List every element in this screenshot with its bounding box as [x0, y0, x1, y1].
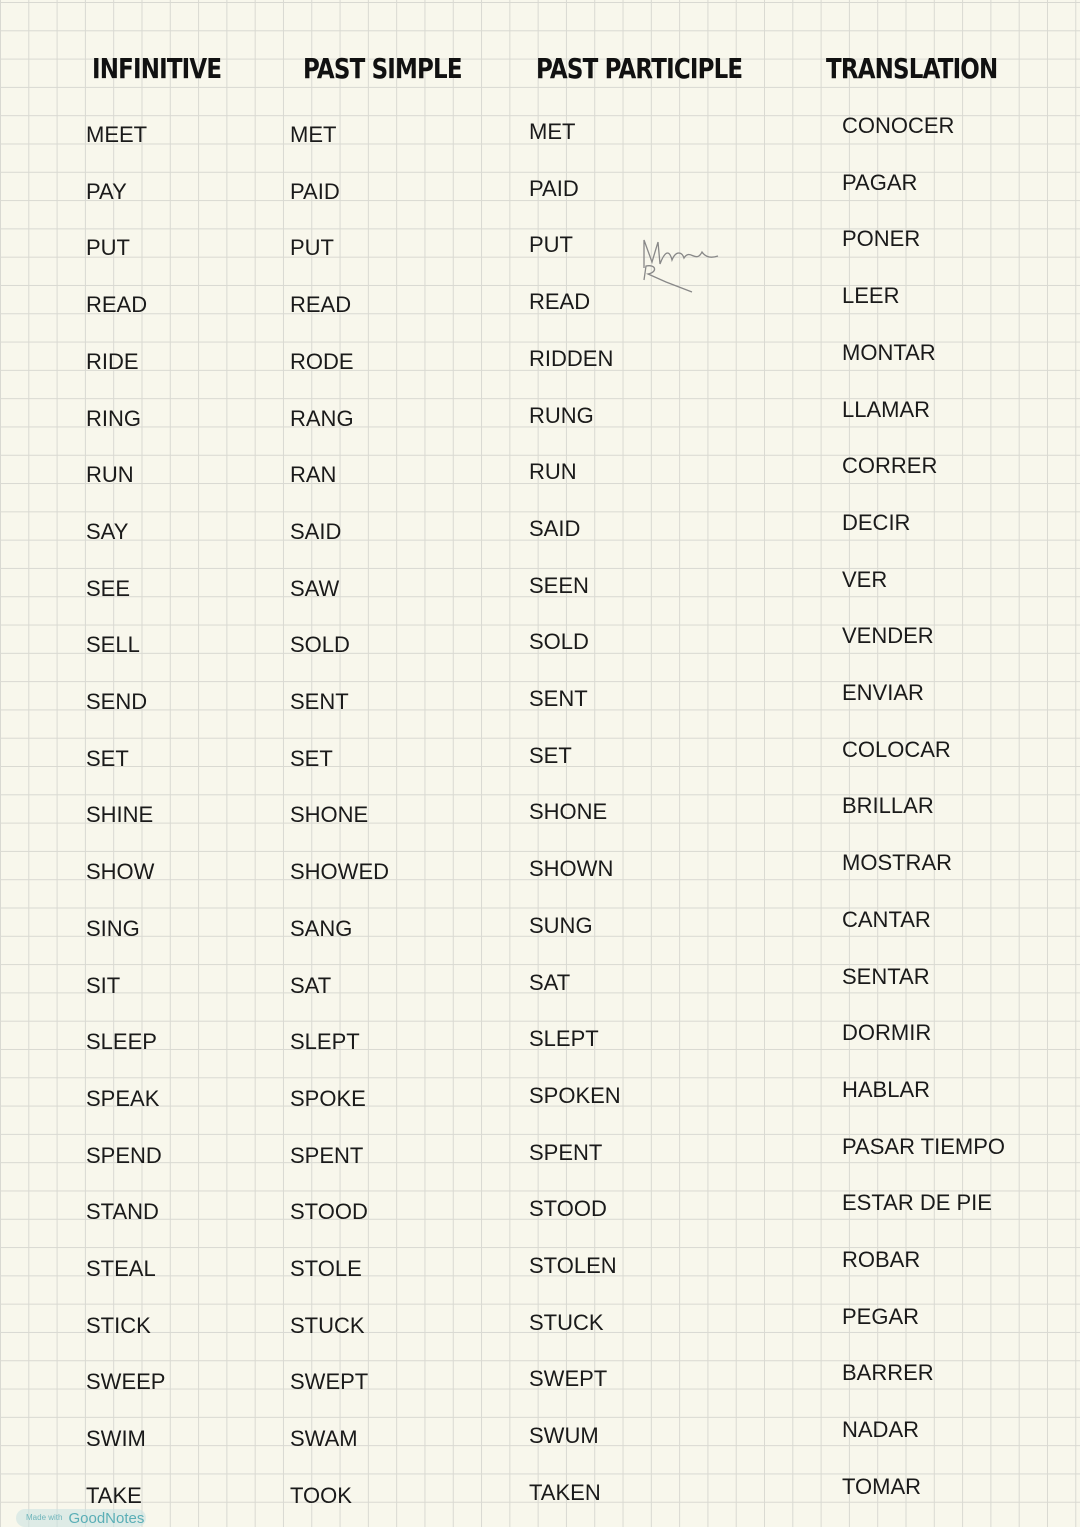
cell-infinitive: SET [86, 745, 129, 771]
cell-past-participle: SWEPT [529, 1366, 608, 1392]
table-row [0, 680, 1080, 715]
table-row [0, 226, 1080, 261]
cell-infinitive: SAY [86, 518, 129, 544]
table-row [0, 623, 1080, 658]
cell-infinitive: RING [86, 405, 141, 431]
cell-translation: SENTAR [842, 963, 930, 989]
table-row [0, 1417, 1080, 1452]
cell-infinitive: SWEEP [86, 1369, 166, 1395]
cell-past-simple: SWAM [290, 1426, 358, 1452]
cell-past-simple: SPOKE [290, 1085, 366, 1111]
cell-translation: TOMAR [842, 1473, 922, 1499]
cell-past-simple: READ [290, 292, 352, 318]
cell-infinitive: SING [86, 915, 140, 941]
cell-translation: ESTAR DE PIE [842, 1190, 992, 1216]
watermark-small-text: Made with [26, 1513, 63, 1522]
cell-translation: ENVIAR [842, 680, 924, 705]
cell-infinitive: SWIM [86, 1426, 146, 1452]
cell-past-participle: RUN [529, 459, 577, 485]
cell-translation: PAGAR [842, 169, 918, 195]
cell-infinitive: READ [86, 292, 148, 318]
table-row [0, 963, 1080, 999]
header-infinitive: INFINITIVE [92, 52, 222, 85]
header-past-simple: PAST SIMPLE [303, 52, 462, 85]
cell-infinitive: STAND [86, 1199, 159, 1225]
cell-past-simple: PUT [290, 235, 334, 261]
cell-translation: CORRER [842, 453, 938, 479]
cell-translation: MOSTRAR [842, 850, 952, 876]
cell-translation: HABLAR [842, 1076, 931, 1102]
cell-translation: CANTAR [842, 906, 931, 932]
cell-past-simple: SOLD [290, 632, 350, 658]
table-row [0, 1133, 1080, 1169]
cell-translation: DORMIR [842, 1020, 932, 1046]
cell-infinitive: STICK [86, 1312, 151, 1338]
cell-infinitive: PAY [86, 178, 127, 204]
cell-translation: PASAR TIEMPO [842, 1133, 1006, 1159]
cell-past-participle: SEEN [529, 572, 589, 598]
table-row [0, 1076, 1080, 1112]
cell-past-simple: SAT [290, 972, 332, 998]
table-row [0, 1473, 1080, 1509]
cell-past-participle: STOLEN [529, 1253, 617, 1278]
cell-past-participle: SLEPT [529, 1026, 599, 1052]
cell-past-simple: SET [290, 745, 333, 771]
cell-past-simple: SHOWED [290, 859, 389, 885]
cell-translation: PONER [842, 226, 921, 252]
cell-infinitive: SIT [86, 972, 121, 998]
cell-past-participle: SUNG [529, 912, 593, 938]
cell-translation: BRILLAR [842, 793, 934, 819]
cell-past-participle: SENT [529, 686, 588, 711]
cell-past-simple: RAN [290, 462, 337, 488]
cell-past-participle: STOOD [529, 1196, 607, 1222]
cell-past-simple: TOOK [290, 1482, 352, 1508]
cell-past-participle: TAKEN [529, 1479, 601, 1505]
cell-past-simple: SAID [290, 518, 342, 544]
cell-infinitive: SPEAK [86, 1085, 160, 1111]
table-row [0, 339, 1080, 375]
cell-infinitive: STEAL [86, 1256, 156, 1281]
table-row [0, 113, 1080, 148]
cell-infinitive: SLEEP [86, 1029, 157, 1055]
table-row [0, 509, 1080, 545]
cell-translation: ROBAR [842, 1247, 921, 1272]
table-row [0, 453, 1080, 488]
cell-infinitive: PUT [86, 235, 130, 261]
cell-infinitive: SHINE [86, 802, 154, 828]
cell-past-simple: SLEPT [290, 1029, 360, 1055]
cell-past-simple: PAID [290, 178, 340, 204]
table-row [0, 793, 1080, 828]
cell-past-participle: SPENT [529, 1139, 603, 1165]
cell-infinitive: SPEND [86, 1142, 162, 1168]
cell-translation: NADAR [842, 1417, 920, 1443]
cell-translation: VER [842, 566, 888, 592]
cell-past-simple: SANG [290, 915, 353, 941]
header-translation: TRANSLATION [826, 52, 998, 85]
cell-translation: DECIR [842, 509, 911, 535]
table-row [0, 283, 1080, 318]
cell-past-simple: STUCK [290, 1312, 365, 1338]
table-row [0, 736, 1080, 772]
table-row [0, 566, 1080, 602]
cell-translation: VENDER [842, 623, 934, 649]
cell-past-participle: STUCK [529, 1309, 604, 1335]
cell-past-simple: SAW [290, 575, 340, 601]
cell-past-simple: SPENT [290, 1142, 364, 1168]
table-row [0, 906, 1080, 942]
table-row [0, 1247, 1080, 1282]
watermark-brand: GoodNotes [68, 1509, 145, 1527]
cell-past-participle: SHOWN [529, 856, 614, 882]
table-row [0, 1360, 1080, 1395]
table-row [0, 850, 1080, 885]
cell-past-participle: PUT [529, 232, 573, 258]
cell-translation: LEER [842, 283, 900, 309]
cell-translation: CONOCER [842, 113, 955, 138]
table-row [0, 396, 1080, 432]
cell-infinitive: SEE [86, 575, 131, 601]
table-row [0, 1190, 1080, 1225]
cell-past-participle: READ [529, 289, 591, 315]
header-past-participle: PAST PARTICIPLE [536, 52, 743, 85]
cell-past-simple: MET [290, 122, 337, 147]
handwritten-signature [636, 228, 726, 298]
cell-past-simple: SENT [290, 689, 349, 714]
cell-infinitive: SEND [86, 689, 148, 714]
cell-infinitive: RUN [86, 462, 134, 488]
cell-past-simple: STOOD [290, 1199, 368, 1225]
cell-infinitive: TAKE [86, 1482, 142, 1508]
cell-past-participle: MET [529, 119, 576, 144]
cell-past-participle: SOLD [529, 629, 589, 655]
cell-past-participle: SET [529, 742, 572, 768]
cell-past-participle: SHONE [529, 799, 608, 825]
cell-translation: LLAMAR [842, 396, 931, 422]
table-row [0, 1303, 1080, 1339]
cell-infinitive: RIDE [86, 348, 139, 374]
cell-infinitive: SELL [86, 632, 140, 658]
cell-translation: MONTAR [842, 339, 936, 365]
cell-translation: COLOCAR [842, 736, 951, 762]
cell-past-participle: SAT [529, 969, 571, 995]
cell-infinitive: MEET [86, 122, 148, 147]
cell-past-participle: RUNG [529, 402, 594, 428]
cell-past-simple: RODE [290, 348, 354, 374]
cell-translation: PEGAR [842, 1303, 920, 1329]
cell-past-participle: PAID [529, 175, 579, 201]
cell-past-simple: SWEPT [290, 1369, 369, 1395]
cell-past-simple: SHONE [290, 802, 369, 828]
cell-past-participle: RIDDEN [529, 345, 614, 371]
cell-past-participle: SPOKEN [529, 1082, 621, 1108]
cell-past-participle: SAID [529, 515, 581, 541]
cell-past-simple: STOLE [290, 1256, 362, 1281]
table-row [0, 169, 1080, 205]
cell-infinitive: SHOW [86, 859, 155, 885]
cell-past-participle: SWUM [529, 1423, 599, 1449]
table-row [0, 1020, 1080, 1055]
cell-translation: BARRER [842, 1360, 934, 1386]
cell-past-simple: RANG [290, 405, 354, 431]
